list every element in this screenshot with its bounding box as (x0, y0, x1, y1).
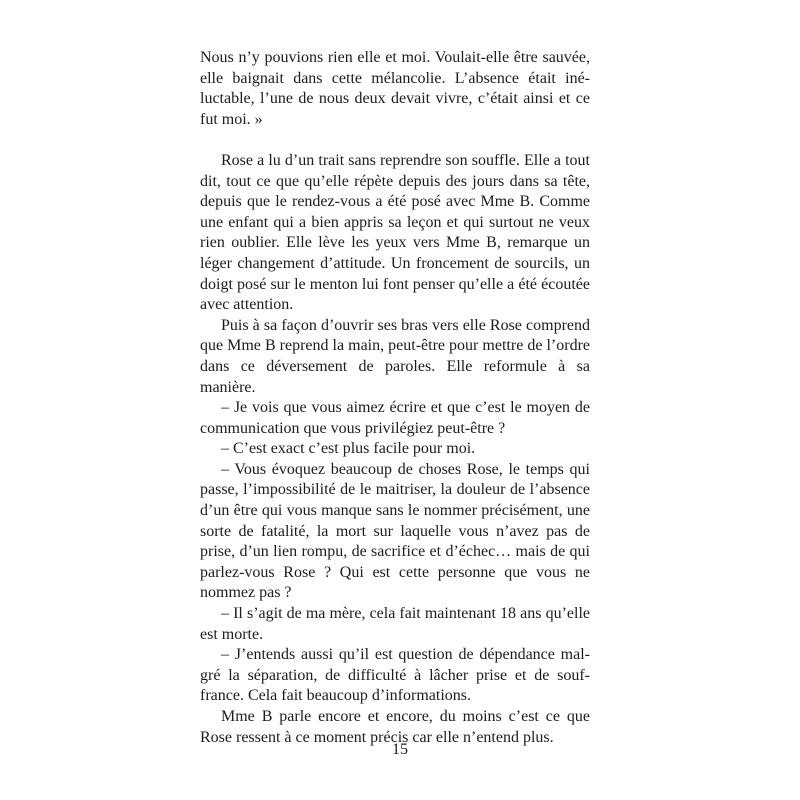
paragraph-rose-reads: Rose a lu d’un trait sans reprendre son souffle. Elle a tout dit, tout ce que qu’elle répète depuis des jours dans sa tête, depuis que le rendez-vous a été posé avec Mme B. Comme une enfant qui a bien appris sa leçon et qui surtout ne veux rien oublier. Elle lève les yeux vers Mme B, remarque un léger changement d’attitude. Un froncement de sourcils, un doigt posé sur le menton lui font penser qu’elle a été écoutée avec attention. (200, 151, 590, 314)
paragraph-letter-ending: Nous n’y pouvions rien elle et moi. Voulait-elle être sauvée, elle baignait dans cette mélancolie. L’absence était inéluctable, l’une de nous deux devait vivre, c’était ainsi et ce fut moi. » (200, 49, 590, 128)
dialogue-line: – C’est exact c’est plus facile pour moi. (221, 440, 476, 458)
dialogue-line: – Vous évoquez beaucoup de choses Rose, le temps qui passe, l’impossibilité de le maitriser, la douleur de l’absence d’un être qui vous manque sans le nommer précisément, une sorte de fatalité, la mort sur laquelle vous n’avez pas de prise, d’un lien rompu, de sacrifice et d’échec… mais de qui parlez-vous Rose ? Qui est cette personne que vous ne nommez pas ? (200, 460, 590, 602)
body-text (200, 48, 590, 748)
dialogue-line: – Je vois que vous aimez écrire et que c’est le moyen de communication que vous privilégiez peut-être ? (200, 399, 590, 437)
dialogue-line: – J’entends aussi qu’il est question de dépendance malgré la séparation, de difficulté à lâcher prise et de souffrance. Cela fait beaucoup d’informations. (200, 646, 590, 705)
paragraph-mme-b-reformulates: Puis à sa façon d’ouvrir ses bras vers elle Rose comprend que Mme B reprend la main, peut-être pour mettre de l’ordre dans ce déversement de paroles. Elle reformule à sa manière. (200, 316, 590, 396)
page-number: 15 (392, 741, 408, 758)
paragraph-closing: Mme B parle encore et encore, du moins c’est ce que Rose ressent à ce moment précis car elle n’entend plus. (200, 708, 590, 746)
dialogue-line: – Il s’agit de ma mère, cela fait maintenant 18 ans qu’elle est morte. (200, 605, 590, 643)
